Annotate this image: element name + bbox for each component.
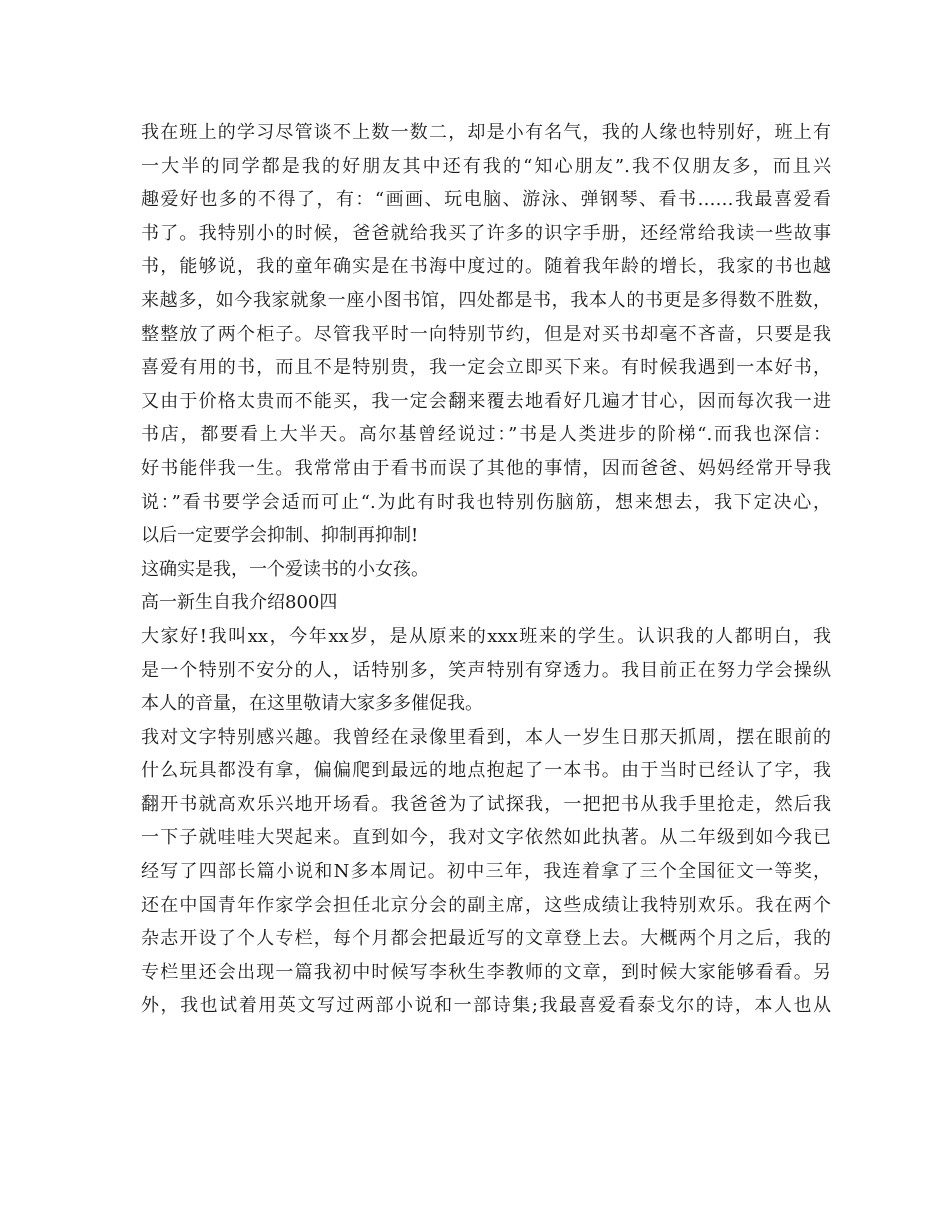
- text-line: 书了。我特别小的时候，爸爸就给我买了许多的识字手册，还经常给我读一些故事: [141, 222, 831, 244]
- text-line: 好书能伴我一生。我常常由于看书而误了其他的事情，因而爸爸、妈妈经常开导我: [141, 457, 831, 479]
- text-line: 本人的音量，在这里敬请大家多多催促我。: [141, 693, 483, 715]
- text-line: 还在中国青年作家学会担任北京分会的副主席，这些成绩让我特别欢乐。我在两个: [141, 894, 831, 916]
- text-line: 一大半的同学都是我的好朋友其中还有我的“知心朋友”.我不仅朋友多，而且兴: [141, 155, 831, 177]
- text-line: 说：”看书要学会适而可止“.为此有时我也特别伤脑筋，想来想去，我下定决心，: [141, 491, 831, 513]
- text-line: 什么玩具都没有拿，偏偏爬到最远的地点抱起了一本书。由于当时已经认了字，我: [141, 760, 831, 782]
- text-line: 翻开书就高欢乐兴地开场看。我爸爸为了试探我，一把把书从我手里抢走，然后我: [141, 793, 831, 815]
- text-line: 专栏里还会出现一篇我初中时候写李秋生李教师的文章，到时候大家能够看看。另: [141, 961, 831, 983]
- text-line: 这确实是我，一个爱读书的小女孩。: [141, 558, 429, 580]
- text-line: 来越多，如今我家就象一座小图书馆，四处都是书，我本人的书更是多得数不胜数，: [141, 289, 831, 311]
- section-heading: 高一新生自我介绍800四: [141, 592, 338, 614]
- document-body: [141, 116, 831, 1023]
- text-line: 我在班上的学习尽管谈不上数一数二，却是小有名气，我的人缘也特别好，班上有: [141, 122, 831, 143]
- text-line: 外，我也试着用英文写过两部小说和一部诗集;我最喜爱看泰戈尔的诗，本人也从: [141, 995, 831, 1017]
- text-line: 喜爱有用的书，而且不是特别贵，我一定会立即买下来。有时候我遇到一本好书，: [141, 357, 831, 379]
- text-line: 是一个特别不安分的人，话特别多，笑声特别有穿透力。我目前正在努力学会操纵: [141, 659, 831, 681]
- text-line: 杂志开设了个人专栏，每个月都会把最近写的文章登上去。大概两个月之后，我的: [141, 928, 831, 950]
- text-line: 书，能够说，我的童年确实是在书海中度过的。随着我年龄的增长，我家的书也越: [141, 256, 831, 278]
- text-line: 又由于价格太贵而不能买，我一定会翻来覆去地看好几遍才甘心，因而每次我一进: [141, 390, 831, 412]
- text-line: 经写了四部长篇小说和N多本周记。初中三年，我连着拿了三个全国征文一等奖，: [141, 861, 831, 883]
- text-line: 以后一定要学会抑制、抑制再抑制!: [141, 525, 419, 547]
- text-line: 一下子就哇哇大哭起来。直到如今，我对文字依然如此执著。从二年级到如今我已: [141, 827, 831, 849]
- text-line: 整整放了两个柜子。尽管我平时一向特别节约，但是对买书却毫不吝啬，只要是我: [141, 323, 831, 345]
- text-line: 大家好!我叫xx，今年xx岁，是从原来的xxx班来的学生。认识我的人都明白，我: [141, 625, 831, 647]
- text-line: 我对文字特别感兴趣。我曾经在录像里看到，本人一岁生日那天抓周，摆在眼前的: [141, 726, 831, 748]
- text-line: 书店，都要看上大半天。高尔基曾经说过：”书是人类进步的阶梯“.而我也深信：: [141, 424, 831, 446]
- text-line: 趣爱好也多的不得了，有：“画画、玩电脑、游泳、弹钢琴、看书……我最喜爱看: [141, 189, 831, 211]
